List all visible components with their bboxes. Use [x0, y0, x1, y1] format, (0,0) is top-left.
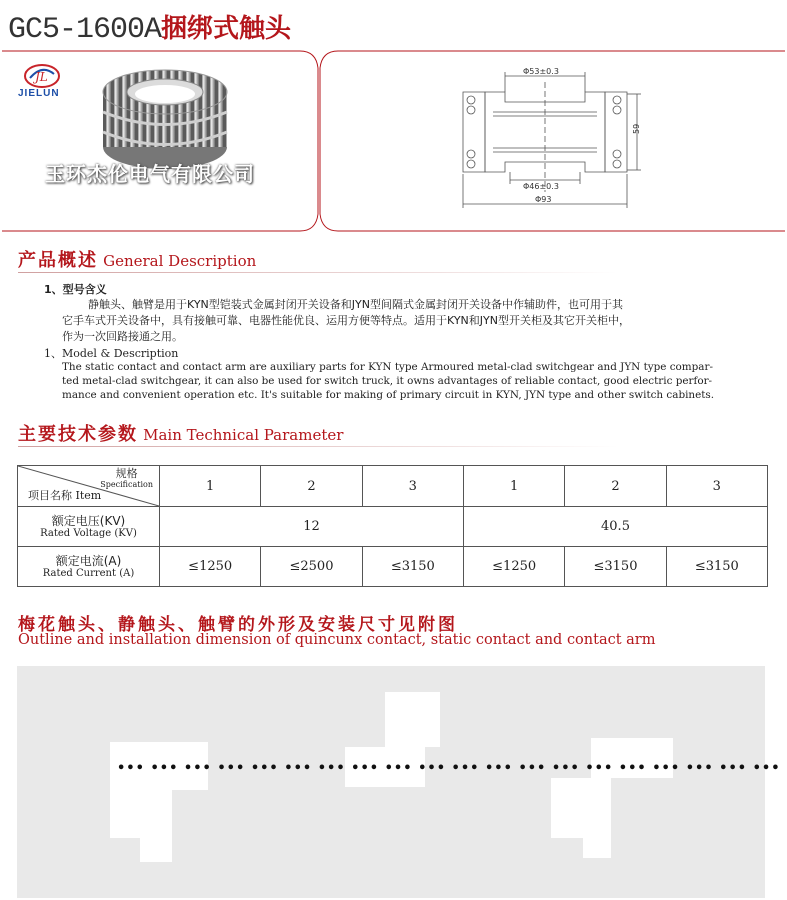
- description-en-line3: mance and convenient operation etc. It's suitable for making of primary circuit in KYN, JYN type and other switch cabinets.: [62, 389, 715, 401]
- section-divider: [18, 272, 618, 273]
- general-heading-cn: 产品概述: [18, 250, 98, 271]
- voltage-label-cn: 额定电压(KV): [51, 514, 126, 528]
- general-description-heading: [18, 246, 256, 272]
- column-header: 2: [261, 466, 362, 507]
- description-en-line2: ted metal-clad switchgear, it can also be used for switch truck, it owns advantages of reliable contact, good electric perfor-: [62, 375, 713, 387]
- product-name: 捆绑式触头: [161, 14, 292, 44]
- dim-bottom-label: Φ93: [535, 195, 552, 204]
- parameter-heading: [18, 420, 343, 446]
- header-diagonal-cell: [18, 466, 160, 507]
- description-cn-line3: 作为一次回路接通之用。: [62, 330, 183, 343]
- description-cn-line2: 它手车式开关设备中，具有接触可靠、电器性能优良、运用方便等特点。适用于KYN和JYN型开关柜及其它开关柜中，: [62, 314, 630, 327]
- general-heading-en: General Description: [103, 252, 257, 270]
- model-meaning-title: 1、型号含义: [44, 283, 107, 296]
- section-divider: [18, 446, 618, 447]
- dim-mid-label: Φ46±0.3: [523, 182, 559, 191]
- spec-label-cn: 规格: [115, 467, 138, 480]
- outline-heading-cn: 梅花触头、静触头、触臂的外形及安装尺寸见附图: [18, 615, 458, 635]
- table-row: [18, 507, 768, 547]
- image-placeholder-tile: [140, 838, 172, 862]
- parameter-heading-en: Main Technical Parameter: [143, 426, 344, 444]
- image-placeholder-tile: [583, 818, 611, 858]
- current-value: ≤1250: [160, 547, 261, 587]
- column-header: 2: [565, 466, 666, 507]
- parameter-table: [17, 465, 768, 587]
- image-placeholder-tile: [385, 692, 440, 747]
- current-value: ≤3150: [362, 547, 463, 587]
- current-value: ≤3150: [565, 547, 666, 587]
- company-watermark: 玉环杰伦电气有限公司: [45, 162, 255, 186]
- column-header: 3: [362, 466, 463, 507]
- dim-height-label: 59: [632, 123, 641, 134]
- description-en-line1: The static contact and contact arm are auxiliary parts for KYN type Armoured metal-clad switchgear and JYN type compar-: [62, 361, 713, 373]
- svg-text:JL: JL: [35, 70, 48, 84]
- voltage-value: 12: [160, 507, 464, 547]
- jielun-logo-icon: [22, 62, 62, 90]
- image-placeholder-tile: [110, 790, 172, 838]
- column-header: 1: [160, 466, 261, 507]
- outline-heading-en: Outline and installation dimension of quincunx contact, static contact and contact arm: [18, 632, 656, 648]
- row-label: [18, 547, 160, 587]
- current-value: ≤2500: [261, 547, 362, 587]
- table-header-row: [18, 466, 768, 507]
- current-value: ≤3150: [666, 547, 767, 587]
- item-label: 项目名称 Item: [28, 489, 102, 502]
- technical-drawing: [455, 62, 650, 214]
- loading-dots: ••• ••• ••• ••• ••• ••• ••• ••• ••• ••• ••• ••• ••• ••• ••• ••• ••• ••• ••• •••: [117, 761, 781, 776]
- row-label: [18, 507, 160, 547]
- description-cn-line1: 静触头、触臂是用于KYN型铠装式金属封闭开关设备和JYN型间隔式金属封闭开关设备中作辅助件，也可用于其: [88, 298, 623, 311]
- page-title: [8, 8, 291, 47]
- current-value: ≤1250: [463, 547, 564, 587]
- logo-text: JIELUN: [18, 88, 60, 99]
- current-label-en: Rated Current (A): [42, 568, 135, 579]
- spec-label-en: Specification: [100, 480, 153, 489]
- column-header: 3: [666, 466, 767, 507]
- voltage-label-en: Rated Voltage (KV): [40, 528, 137, 539]
- column-header: 1: [463, 466, 564, 507]
- parameter-heading-cn: 主要技术参数: [18, 424, 138, 445]
- table-row: [18, 547, 768, 587]
- model-description-title-en: 1、Model & Description: [44, 347, 179, 360]
- model-number: GC5-1600A: [8, 13, 162, 47]
- current-label-cn: 额定电流(A): [55, 554, 122, 568]
- dim-top-label: Φ53±0.3: [523, 67, 559, 76]
- voltage-value: 40.5: [463, 507, 767, 547]
- outline-image-gallery: [17, 666, 781, 898]
